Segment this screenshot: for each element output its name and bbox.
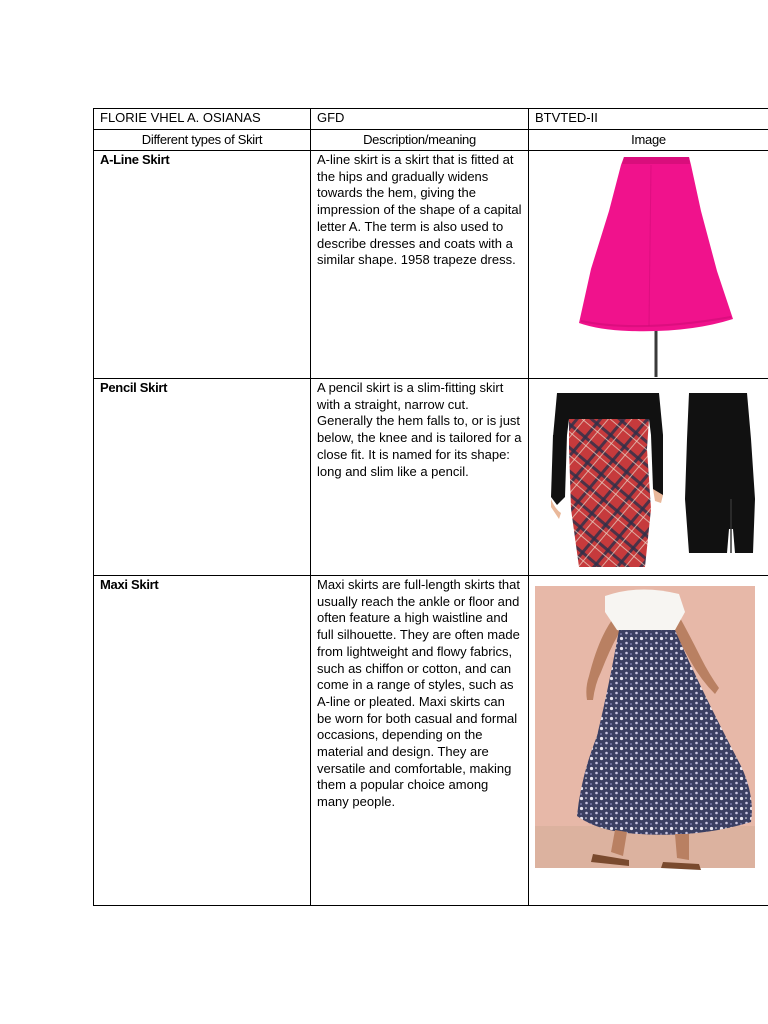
student-name-cell — [94, 109, 311, 130]
skirt-type-label: Maxi Skirt — [100, 577, 159, 592]
description-cell — [311, 379, 529, 576]
skirt-description: A pencil skirt is a slim-fitting skirt with a straight, narrow cut. Generally the hem falls to, or is just below, the knee and is tailored for a close fit. It is named for its shape: long and slim like a pencil. — [317, 380, 522, 479]
skirt-description: A-line skirt is a skirt that is fitted at the hips and gradually widens towards the hem, giving the impression of the shape of a capital letter A. The term is also used to describe dresses and coats with a similar shape. 1958 trapeze dress. — [317, 152, 522, 268]
image-cell — [529, 576, 768, 906]
maxi-skirt-image — [529, 576, 767, 876]
column-header-description: Description/meaning — [363, 132, 476, 147]
column-header-type: Different types of Skirt — [141, 132, 263, 147]
description-cell — [311, 151, 529, 379]
skirt-types-table — [93, 108, 768, 906]
type-cell — [94, 379, 311, 576]
image-cell — [529, 151, 768, 379]
skirt-type-label: Pencil Skirt — [100, 380, 168, 395]
course-code: GFD — [317, 110, 345, 125]
type-cell — [94, 151, 311, 379]
course-cell — [311, 109, 529, 130]
column-header-image: Image — [631, 132, 666, 147]
skirt-type-label: A-Line Skirt — [100, 152, 170, 167]
table-row — [94, 576, 768, 906]
skirt-description: Maxi skirts are full-length skirts that usually reach the ankle or floor and often feature a high waistline and full silhouette. They are often made from lightweight and flowy fabrics, such as chiffon or cotton, and can come in a range of styles, such as A-line or pleated. Maxi skirts can be worn for both casual and formal occasions, depending on the material and design. They are versatile and comfortable, making them a popular choice among many people. — [317, 577, 521, 810]
column-header — [311, 130, 529, 151]
name-row — [94, 109, 768, 130]
table-row — [94, 379, 768, 576]
table-row — [94, 151, 768, 379]
pencil-skirt-image — [529, 379, 767, 574]
column-header — [529, 130, 768, 151]
type-cell — [94, 576, 311, 906]
column-header-row — [94, 130, 768, 151]
a-line-skirt-image — [529, 151, 767, 377]
description-cell — [311, 576, 529, 906]
image-cell — [529, 379, 768, 576]
student-name: FLORIE VHEL A. OSIANAS — [100, 110, 261, 125]
section-code: BTVTED-II — [535, 110, 598, 125]
section-cell — [529, 109, 768, 130]
column-header — [94, 130, 311, 151]
